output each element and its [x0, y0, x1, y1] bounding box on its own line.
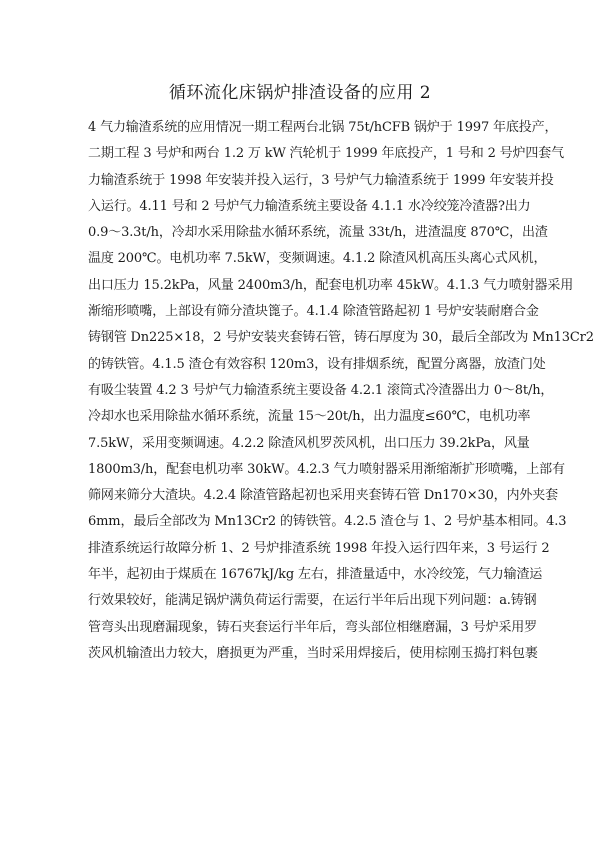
- body-line: 茨风机输渣出力较大，磨损更为严重，当时采用焊接后，使用棕刚玉捣打料包裹: [88, 645, 538, 661]
- body-line: 二期工程 3 号炉和两台 1.2 万 kW 汽轮机于 1999 年底投产，1 号和 2 号炉四套气: [88, 146, 564, 162]
- body-line: 渐缩形喷嘴，上部设有筛分渣块篦子。4.1.4 除渣管路起初 1 号炉安装耐磨合金: [88, 304, 539, 320]
- body-line: 行效果较好，能满足锅炉满负荷运行需要，在运行半年后出现下列问题：a.铸钢: [88, 593, 537, 609]
- body-line: 入运行。4.11 号和 2 号炉气力输渣系统主要设备 4.1.1 水冷绞笼冷渣器?出力: [88, 198, 531, 214]
- body-line: 1800m3/h，配套电机功率 30kW。4.2.3 气力喷射器采用渐缩渐扩形喷嘴，上部有: [88, 461, 565, 477]
- body-line: 6mm，最后全部改为 Mn13Cr2 的铸铁管。4.2.5 渣仓与 1、2 号炉基本相同。4.3: [88, 514, 567, 530]
- body-line: 年半，起初由于煤质在 16767kJ/kg 左右，排渣量适中，水冷绞笼，气力输渣运: [88, 567, 543, 583]
- document-body: [88, 115, 594, 667]
- body-line: 有吸尘装置 4.2 3 号炉气力输渣系统主要设备 4.2.1 滚筒式冷渣器出力 0～8t/h，: [88, 382, 554, 398]
- body-line: 力输渣系统于 1998 年安装并投入运行，3 号炉气力输渣系统于 1999 年安装并投: [88, 172, 554, 188]
- body-line: 0.9～3.3t/h，冷却水采用除盐水循环系统，流量 33t/h，进渣温度 870℃，出渣: [88, 225, 548, 241]
- body-line: 7.5kW，采用变频调速。4.2.2 除渣风机罗茨风机，出口压力 39.2kPa，风量: [88, 435, 530, 451]
- body-line: 4 气力输渣系统的应用情况一期工程两台北锅 75t/hCFB 锅炉于 1997 年底投产，: [88, 120, 558, 135]
- body-line: 排渣系统运行故障分析 1、2 号炉排渣系统 1998 年投入运行四年来，3 号运行 2: [88, 540, 550, 556]
- body-line: 出口压力 15.2kPa，风量 2400m3/h，配套电机功率 45kW。4.1.3 气力喷射器采用: [88, 277, 574, 293]
- body-line: 筛网来筛分大渣块。4.2.4 除渣管路起初也采用夹套铸石管 Dn170×30，内外夹套: [88, 488, 558, 504]
- body-line: 管弯头出现磨漏现象，铸石夹套运行半年后，弯头部位相继磨漏，3 号炉采用罗: [88, 619, 538, 635]
- body-line: 温度 200℃。电机功率 7.5kW，变频调速。4.1.2 除渣风机高压头离心式风机，: [88, 251, 547, 267]
- document-title: 循环流化床锅炉排渣设备的应用 2: [168, 83, 432, 103]
- body-line: 冷却水也采用除盐水循环系统，流量 15～20t/h，出力温度≤60℃，电机功率: [88, 409, 531, 425]
- body-line: 的铸铁管。4.1.5 渣仓有效容积 120m3，设有排烟系统，配置分离器，放渣门处: [88, 356, 546, 372]
- body-line: 铸钢管 Dn225×18，2 号炉安装夹套铸石管，铸石厚度为 30，最后全部改为 Mn13Cr2: [88, 330, 594, 346]
